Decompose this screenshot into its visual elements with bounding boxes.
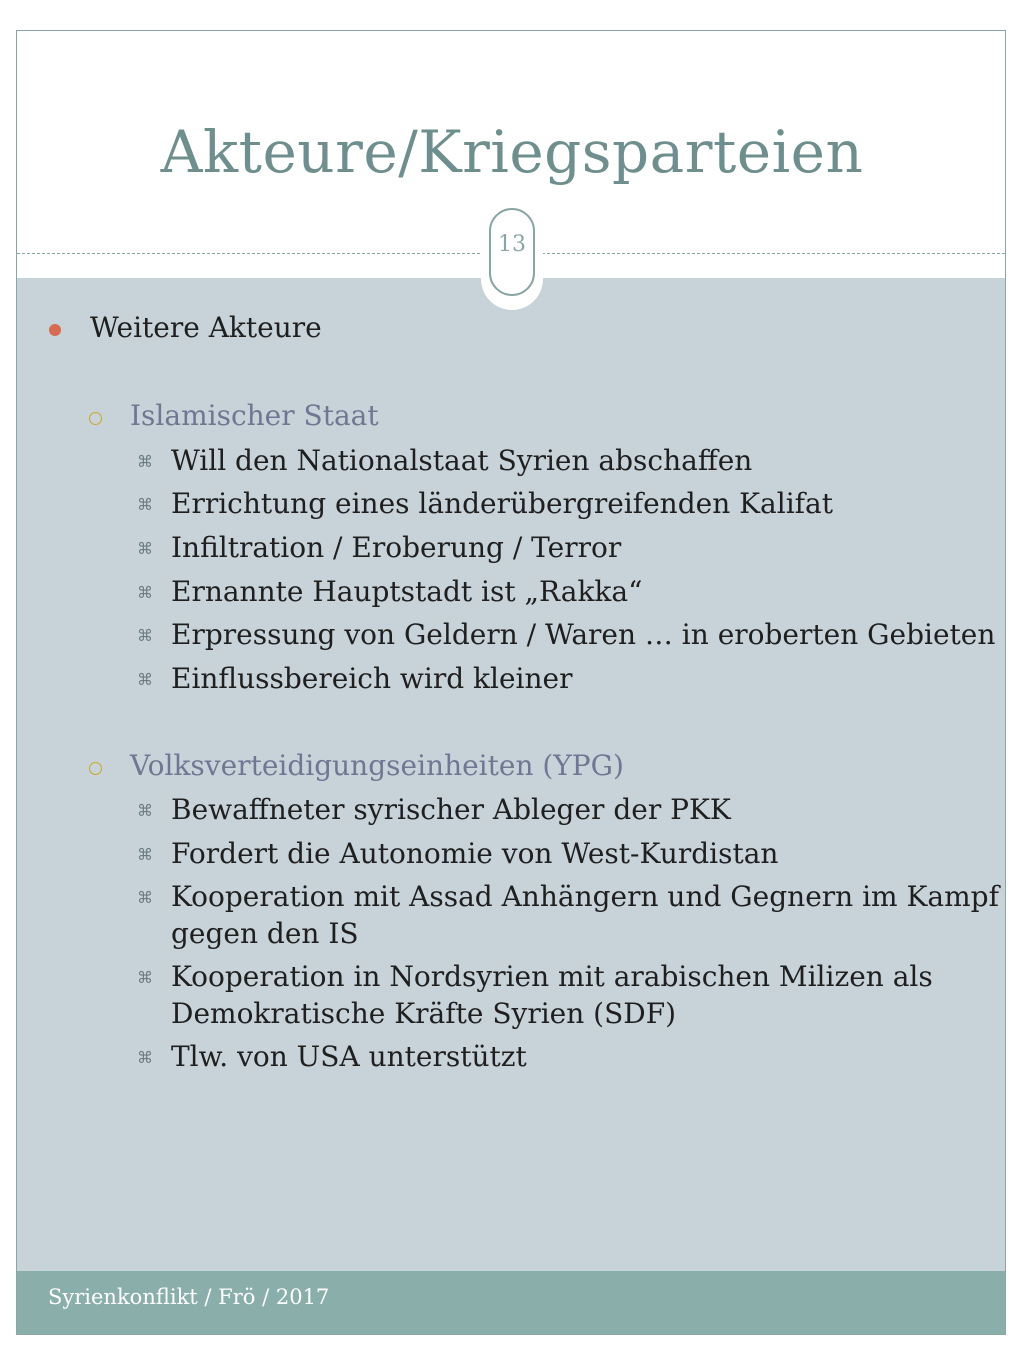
list-item: Fordert die Autonomie von West-Kurdistan [171,837,779,870]
bullet-star-icon: ⌘ [137,1048,153,1067]
section-title-is: Islamischer Staat [130,399,379,432]
list-item: Einflussbereich wird kleiner [171,662,573,695]
section-title-ypg: Volksverteidigungseinheiten (YPG) [130,749,624,782]
list-item: Kooperation in Nordsyrien mit arabischen Milizen als [171,960,933,993]
list-item: Will den Nationalstaat Syrien abschaffen [171,444,753,477]
bullet-dot-icon [49,324,61,336]
bullet-star-icon: ⌘ [137,539,153,558]
list-item: Tlw. von USA unterstützt [171,1040,527,1073]
page-number: 13 [498,232,526,257]
bullet-star-icon: ⌘ [137,626,153,645]
list-item: Erpressung von Geldern / Waren … in eroberten Gebieten [171,618,996,651]
bullet-ring-icon [89,412,102,425]
bullet-star-icon: ⌘ [137,495,153,514]
footer-text: Syrienkonflikt / Frö / 2017 [48,1285,330,1309]
list-item: Bewaffneter syrischer Ableger der PKK [171,793,731,826]
bullet-star-icon: ⌘ [137,888,153,907]
bullet-star-icon: ⌘ [137,801,153,820]
bullet-star-icon: ⌘ [137,845,153,864]
bullet-star-icon: ⌘ [137,583,153,602]
list-item: Infiltration / Eroberung / Terror [171,531,622,564]
bullet-ring-icon [89,762,102,775]
list-item-continuation: gegen den IS [171,917,359,950]
slide-title: Akteure/Kriegsparteien [160,118,864,186]
list-item: Errichtung eines länderübergreifenden Kalifat [171,487,833,520]
list-item: Kooperation mit Assad Anhängern und Gegnern im Kampf [171,880,999,913]
list-item-continuation: Demokratische Kräfte Syrien (SDF) [171,997,677,1030]
bullet-star-icon: ⌘ [137,968,153,987]
heading-weitere-akteure: Weitere Akteure [90,311,322,344]
list-item: Ernannte Hauptstadt ist „Rakka“ [171,575,643,608]
bullet-star-icon: ⌘ [137,670,153,689]
bullet-star-icon: ⌘ [137,452,153,471]
